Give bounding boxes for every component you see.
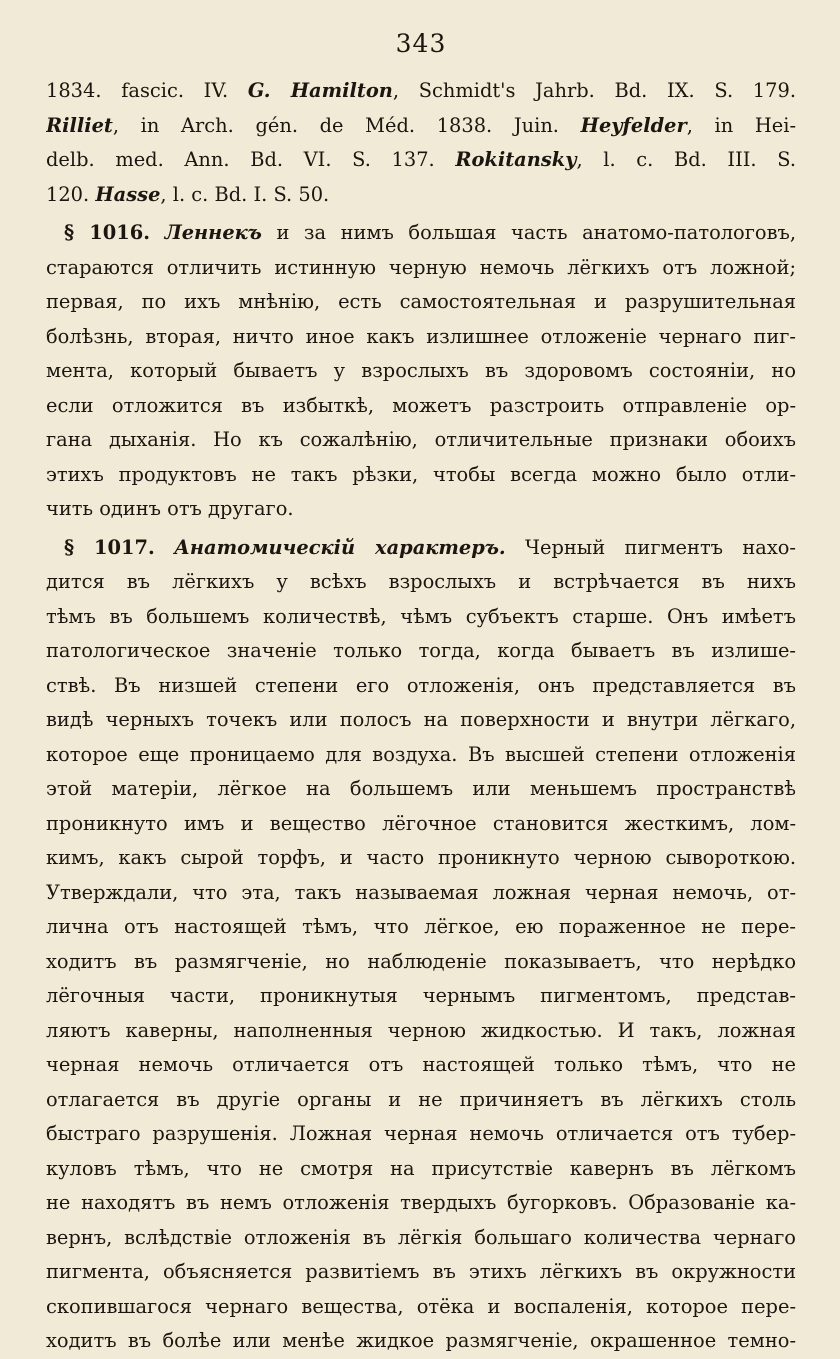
text-line: пигмента, объясняется развитіемъ въ этихъ лёгкихъ въ окружности bbox=[46, 1260, 796, 1283]
text-line: если отложится въ избыткѣ, можетъ разстроить отправленіе ор- bbox=[46, 393, 796, 417]
text-line: первая, по ихъ мнѣнію, есть самостоятельная и разрушительная bbox=[46, 290, 796, 313]
text-line: скопившагося чернаго вещества, отёка и воспаленія, которое пере- bbox=[46, 1294, 796, 1318]
paragraph-1016 bbox=[46, 216, 796, 527]
text-line: отлагается въ другіе органы и не причиняетъ въ лёгкихъ столь bbox=[46, 1087, 796, 1111]
text-line: чить одинъ отъ другаго. bbox=[46, 497, 294, 520]
text-line: патологическое значеніе только тогда, когда бываетъ въ излише- bbox=[46, 639, 796, 662]
author-name: Heyfelder bbox=[580, 113, 687, 137]
author-name: Rokitansky bbox=[455, 148, 577, 171]
text-line: быстраго разрушенія. Ложная черная немочь отличается отъ тубер- bbox=[46, 1122, 796, 1145]
text-line: ходитъ въ размягченіе, но наблюденіе показываетъ, что нерѣдко bbox=[46, 949, 796, 973]
text-line: Утверждали, что эта, такъ называемая ложная черная немочь, от- bbox=[46, 880, 796, 904]
author-name: G. Hamilton bbox=[247, 79, 393, 102]
text-line: ствѣ. Въ низшей степени его отложенія, онъ представляется въ bbox=[46, 673, 796, 697]
text-line: видѣ черныхъ точекъ или полосъ на поверхности и внутри лёгкаго, bbox=[46, 708, 796, 731]
section-number: § 1017. bbox=[64, 535, 155, 559]
text-line: ходитъ въ болѣе или менѣе жидкое размягченіе, окрашенное темно- bbox=[46, 1329, 796, 1352]
author-name: Hasse bbox=[95, 182, 161, 206]
text-line: черная немочь отличается отъ настоящей только тѣмъ, что не bbox=[46, 1053, 796, 1076]
text-line: куловъ тѣмъ, что не смотря на присутствіе кавернъ въ лёгкомъ bbox=[46, 1156, 796, 1180]
text-line: § 1016. Леннекъ и за нимъ большая часть анатомо-патологовъ, bbox=[64, 221, 796, 244]
text-line: delb. med. Ann. Bd. VI. S. 137. Rokitansky, l. c. Bd. III. S. bbox=[46, 148, 796, 171]
text-line: этихъ продуктовъ не такъ рѣзки, чтобы всегда можно было отли- bbox=[46, 462, 796, 486]
text-line: стараются отличить истинную черную немочь лёгкихъ отъ ложной; bbox=[46, 255, 796, 279]
page-number: 343 bbox=[395, 29, 447, 58]
text-line: тѣмъ въ большемъ количествѣ, чѣмъ субъектъ старше. Онъ имѣетъ bbox=[46, 604, 796, 628]
text-line: лёгочныя части, проникнутыя чернымъ пигментомъ, представ- bbox=[46, 984, 796, 1007]
text-line: 1834. fascic. IV. G. Hamilton, Schmidt's Jahrb. Bd. IX. S. 179. bbox=[46, 79, 796, 102]
text-line: вернъ, вслѣдствіе отложенія въ лёгкія большаго количества чернаго bbox=[46, 1225, 796, 1249]
paragraph-1017 bbox=[46, 531, 796, 1359]
text-line: ляютъ каверны, наполненныя черною жидкостью. И такъ, ложная bbox=[46, 1018, 796, 1042]
text-line: которое еще проницаемо для воздуха. Въ высшей степени отложенія bbox=[46, 742, 796, 766]
text-line: этой матеріи, лёгкое на большемъ или меньшемъ пространствѣ bbox=[46, 777, 796, 800]
references-block bbox=[46, 74, 796, 212]
text-line: не находятъ въ немъ отложенія твердыхъ бугорковъ. Образованіе ка- bbox=[46, 1191, 796, 1214]
text-line: § 1017. Анатомическій характеръ. Черный пигментъ нахо- bbox=[64, 535, 796, 559]
author-name: Rilliet bbox=[46, 113, 113, 137]
text-line: 120. Hasse, l. c. Bd. I. S. 50. bbox=[46, 182, 330, 206]
text-line: дится въ лёгкихъ у всѣхъ взрослыхъ и встрѣчается въ нихъ bbox=[46, 570, 796, 593]
text-line: лична отъ настоящей тѣмъ, что лёгкое, ею пораженное не пере- bbox=[46, 915, 796, 938]
text-line: Rilliet, in Arch. gén. de Méd. 1838. Juin. Heyfelder, in Hei- bbox=[46, 113, 796, 137]
text-line: гана дыханія. Но къ сожалѣнію, отличительные признаки обоихъ bbox=[46, 428, 796, 451]
section-number: § 1016. bbox=[64, 221, 150, 244]
author-name: Леннекъ bbox=[164, 221, 262, 244]
text-line: проникнуто имъ и вещество лёгочное становится жесткимъ, лом- bbox=[46, 811, 796, 835]
text-line: болѣзнь, вторая, ничто иное какъ излишнее отложеніе чернаго пиг- bbox=[46, 324, 796, 348]
text-line: мента, который бываетъ у взрослыхъ въ здоровомъ состояніи, но bbox=[46, 359, 796, 382]
section-heading: Анатомическій характеръ. bbox=[174, 535, 506, 559]
text-line: кимъ, какъ сырой торфъ, и часто проникнуто черною сывороткою. bbox=[46, 846, 796, 869]
